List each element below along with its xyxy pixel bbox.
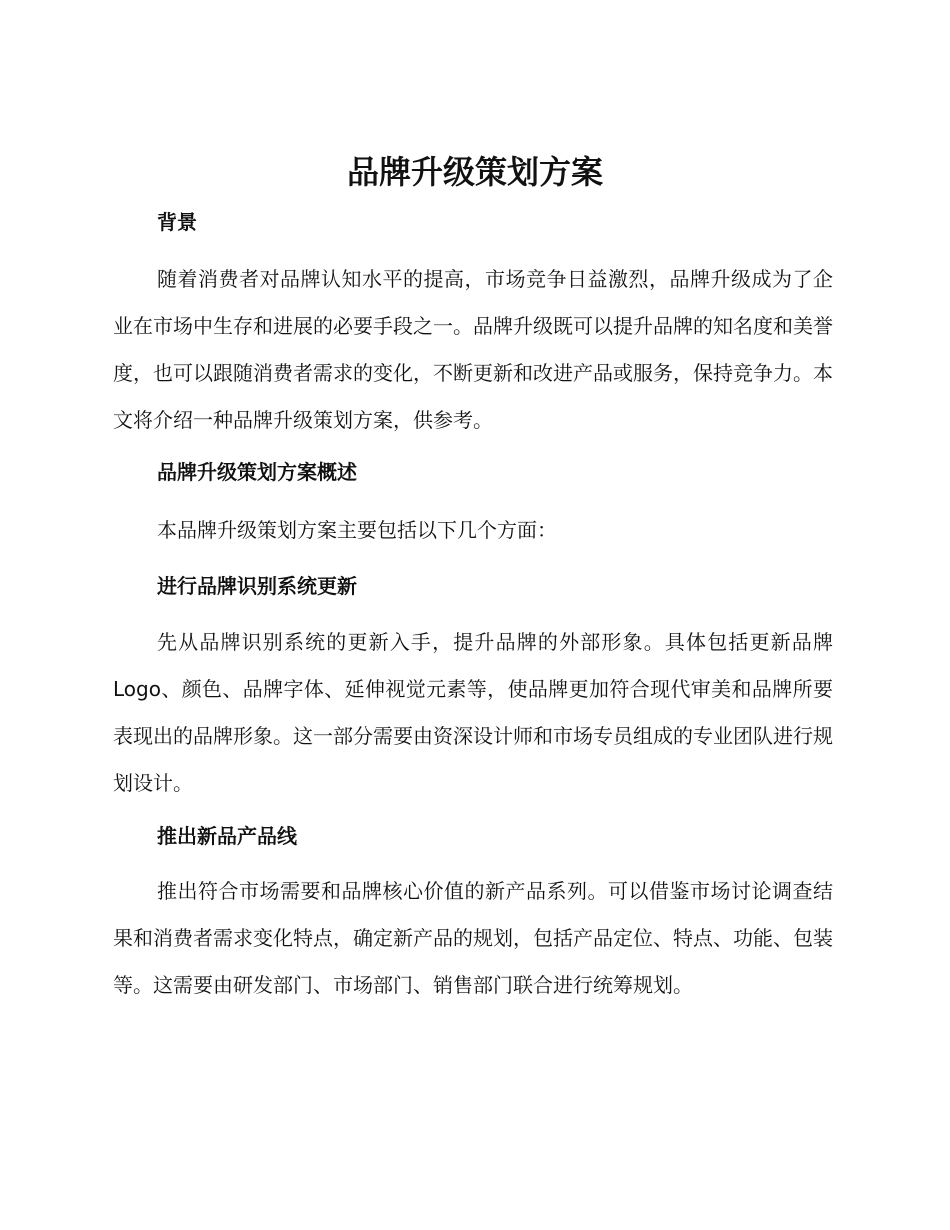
document-title: 品牌升级策划方案 — [346, 153, 603, 191]
section-heading-background: 背景 — [157, 210, 197, 234]
section-heading-new-product-line: 推出新品产品线 — [157, 824, 297, 848]
section-heading-overview: 品牌升级策划方案概述 — [157, 460, 357, 484]
section-paragraph-new-product-line: 推出符合市场需要和品牌核心价值的新产品系列。可以借鉴市场讨论调查结果和消费者需求变化特点，确定新产品的规划，包括产品定位、特点、功能、包装等。这需要由研发部门、市场部门、销售部门联合进行统筹规划。 — [113, 879, 833, 997]
section-paragraph-overview: 本品牌升级策划方案主要包括以下几个方面： — [157, 518, 557, 542]
section-paragraph-brand-identity: 先从品牌识别系统的更新入手，提升品牌的外部形象。具体包括更新品牌 Logo、颜色、品牌字体、延伸视觉元素等，使品牌更加符合现代审美和品牌所要表现出的品牌形象。这一部分需要由资深设计师和市场专员组成的专业团队进行规划设计。 — [113, 630, 833, 795]
section-paragraph-background: 随着消费者对品牌认知水平的提高，市场竞争日益激烈，品牌升级成为了企业在市场中生存和进展的必要手段之一。品牌升级既可以提升品牌的知名度和美誉度，也可以跟随消费者需求的变化，不断更新和改进产品或服务，保持竞争力。本文将介绍一种品牌升级策划方案，供参考。 — [113, 267, 833, 432]
section-heading-brand-identity: 进行品牌识别系统更新 — [157, 574, 357, 598]
